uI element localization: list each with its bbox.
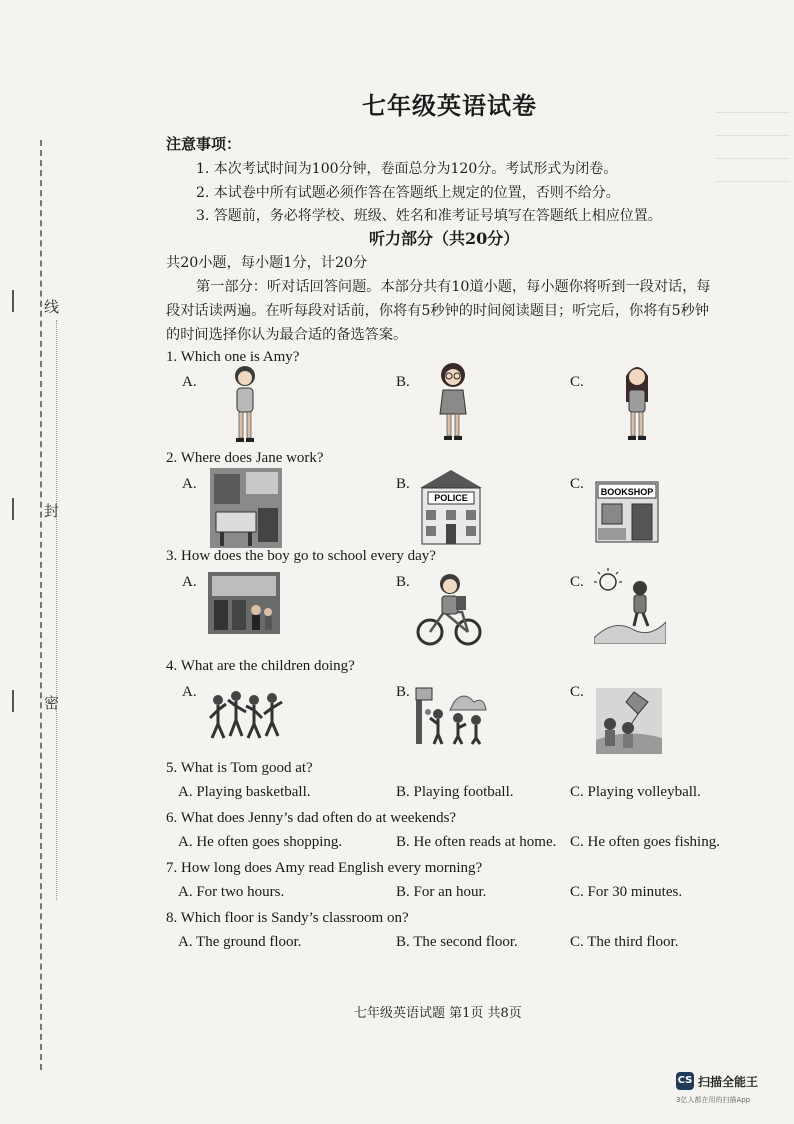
binding-dotted-line — [56, 320, 57, 900]
instruction-line: 第一部分：听对话回答问题。本部分共有10道小题，每小题你将听到一段对话，每 — [196, 279, 711, 295]
office-desk-picture — [210, 468, 282, 548]
option-b-text: B. The second floor. — [396, 934, 518, 950]
option-b-text: B. For an hour. — [396, 884, 487, 900]
question-8: 8. Which floor is Sandy’s classroom on? — [166, 910, 409, 926]
binding-char-seal: 封 — [44, 502, 60, 520]
bleed-through-text — [715, 90, 790, 182]
binding-field-mark — [12, 290, 22, 312]
option-c-label: C. — [570, 476, 584, 492]
question-2: 2. Where does Jane work? — [166, 450, 324, 466]
option-b-label: B. — [396, 574, 410, 590]
question-1: 1. Which one is Amy? — [166, 349, 300, 365]
option-a-text: A. The ground floor. — [178, 934, 302, 950]
police-station-picture — [418, 466, 484, 546]
question-6: 6. What does Jenny’s dad often do at weekends? — [166, 810, 457, 826]
bicycle-picture — [416, 572, 482, 648]
question-4: 4. What are the children doing? — [166, 658, 355, 674]
question-3: 3. How does the boy go to school every day? — [166, 548, 436, 564]
bus-picture — [208, 572, 280, 634]
option-a-label: A. — [182, 574, 197, 590]
notice-item: 3. 答题前，务必将学校、班级、姓名和准考证号填写在答题纸上相应位置。 — [196, 208, 662, 224]
option-c-text: C. For 30 minutes. — [570, 884, 683, 900]
option-a-label: A. — [182, 476, 197, 492]
section-title: 听力部分（共20分） — [369, 229, 520, 248]
watermark-name: 扫描全能王 — [698, 1075, 759, 1089]
option-b-label: B. — [396, 684, 410, 700]
bookshop-sign-text: BOOKSHOP — [600, 487, 654, 497]
girl-standing-picture — [228, 364, 262, 446]
question-7: 7. How long does Amy read English every morning? — [166, 860, 483, 876]
playing-basketball-picture — [414, 684, 488, 746]
option-b-label: B. — [396, 374, 410, 390]
option-c-label: C. — [570, 374, 584, 390]
notice-item: 2. 本试卷中所有试题必须作答在答题纸上规定的位置，否则不给分。 — [196, 185, 620, 201]
page-footer: 七年级英语试题 第1页 共8页 — [354, 1006, 522, 1021]
binding-dashed-line — [40, 140, 42, 1070]
page-title: 七年级英语试卷 — [362, 91, 537, 120]
binding-char-secret: 密 — [44, 694, 60, 712]
question-5: 5. What is Tom good at? — [166, 760, 313, 776]
option-c-text: C. The third floor. — [570, 934, 679, 950]
walking-picture — [594, 568, 666, 644]
bookshop-picture — [594, 474, 660, 544]
option-b-text: B. He often reads at home. — [396, 834, 557, 850]
notice-item: 1. 本次考试时间为100分钟，卷面总分为120分。考试形式为闭卷。 — [196, 161, 618, 177]
option-a-text: A. Playing basketball. — [178, 784, 311, 800]
option-c-text: C. He often goes fishing. — [570, 834, 720, 850]
section-summary: 共20小题，每小题1分，计20分 — [166, 255, 368, 271]
option-c-label: C. — [570, 684, 584, 700]
flying-kite-picture — [596, 688, 662, 754]
binding-field-mark — [12, 690, 22, 712]
camscanner-logo-icon: CS — [676, 1072, 694, 1090]
option-b-label: B. — [396, 476, 410, 492]
option-a-label: A. — [182, 374, 197, 390]
option-a-text: A. He often goes shopping. — [178, 834, 343, 850]
option-a-text: A. For two hours. — [178, 884, 285, 900]
binding-field-mark — [12, 498, 22, 520]
girl-long-hair-picture — [620, 362, 654, 444]
option-b-text: B. Playing football. — [396, 784, 514, 800]
option-a-label: A. — [182, 684, 197, 700]
instruction-line: 段对话读两遍。在听每段对话前，你将有5秒钟的时间阅读题目；听完后，你将有5秒钟 — [166, 303, 709, 319]
notice-heading: 注意事项： — [166, 135, 242, 153]
dancing-picture — [208, 690, 286, 742]
option-c-text: C. Playing volleyball. — [570, 784, 701, 800]
instruction-line: 的时间选择你认为最合适的备选答案。 — [166, 327, 408, 343]
watermark-subtitle: 3亿人都在用的扫描App — [676, 1096, 751, 1104]
girl-with-glasses-picture — [436, 362, 470, 444]
police-sign-text: POLICE — [434, 493, 468, 503]
option-c-label: C. — [570, 574, 584, 590]
binding-char-line: 线 — [44, 298, 60, 316]
